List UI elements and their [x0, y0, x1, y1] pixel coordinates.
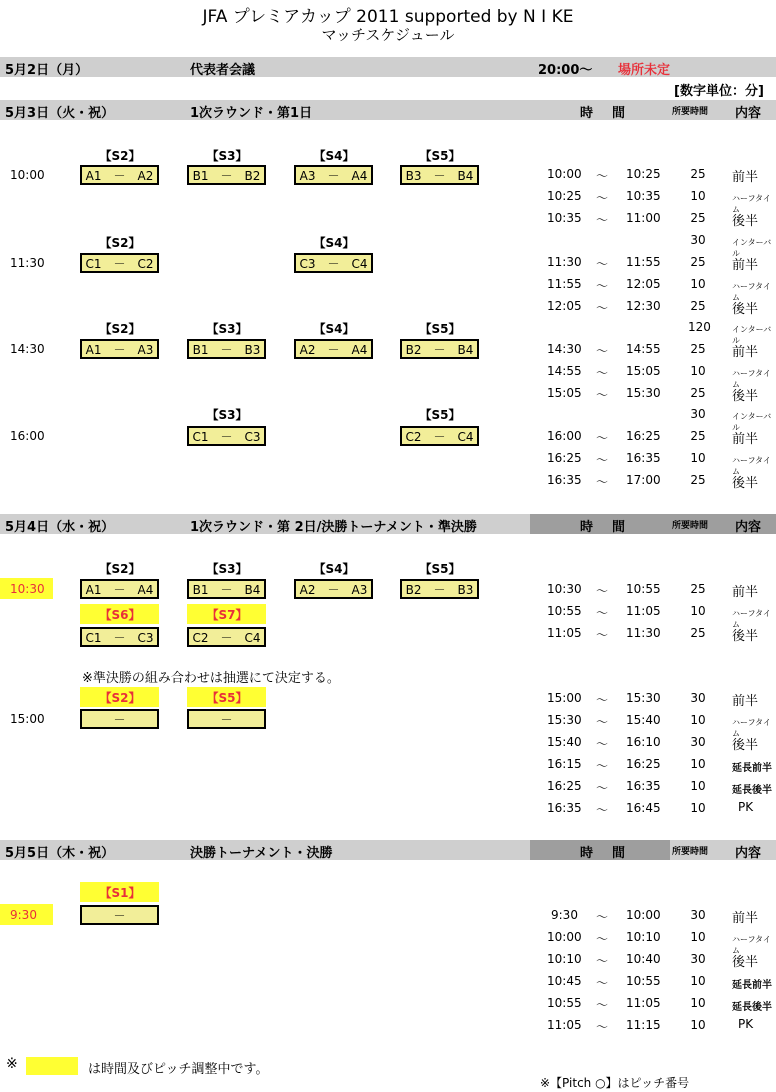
duration: 10: [690, 277, 706, 291]
match-box: A2 － A4: [294, 339, 373, 359]
tilde: ～: [596, 781, 609, 795]
pitch-label: 【S4】: [313, 322, 355, 336]
duration: 10: [690, 364, 706, 378]
duration: 30: [690, 233, 706, 247]
tilde: ～: [596, 932, 609, 946]
start-time: 12:05: [547, 299, 582, 313]
tilde: ～: [596, 693, 609, 707]
content: ハーフタイム: [732, 194, 771, 214]
semifinal-note: ※準決勝の組み合わせは抽選にて決定する。: [82, 671, 340, 686]
slot-time: 10:00: [10, 168, 45, 182]
end-time: 15:40: [626, 713, 661, 727]
content: ハーフタイム: [732, 935, 771, 955]
pitch-label: 【S5】: [419, 408, 461, 422]
match-box: B1 － B3: [187, 339, 266, 359]
tilde: ～: [596, 388, 609, 402]
tilde: ～: [596, 169, 609, 183]
start-time: 14:30: [547, 342, 582, 356]
content: PK: [738, 800, 754, 814]
end-time: 17:00: [626, 473, 661, 487]
col-time-1: 時: [580, 520, 594, 535]
content: インターバル: [732, 325, 772, 345]
tilde: ～: [596, 976, 609, 990]
start-time: 15:40: [547, 735, 582, 749]
content: 延長前半: [732, 763, 772, 774]
slot-time: 10:30: [10, 582, 45, 596]
tilde: ～: [596, 475, 609, 489]
end-time: 16:10: [626, 735, 661, 749]
duration: 25: [690, 626, 706, 640]
end-time: 16:25: [626, 757, 661, 771]
duration: 10: [690, 779, 706, 793]
day1-place: 場所未定: [618, 63, 671, 78]
start-time: 10:45: [547, 974, 582, 988]
tilde: ～: [596, 998, 609, 1012]
end-time: 15:30: [626, 691, 661, 705]
col-content: 内容: [735, 846, 762, 861]
match-box: B1 － B4: [187, 579, 266, 599]
start-time: 10:35: [547, 211, 582, 225]
content: ハーフタイム: [732, 456, 771, 476]
match-box: C2 － C4: [400, 426, 479, 446]
start-time: 10:30: [547, 582, 582, 596]
page-subtitle: マッチスケジュール: [321, 26, 455, 44]
end-time: 10:40: [626, 952, 661, 966]
end-time: 15:05: [626, 364, 661, 378]
match-box: A1 － A2: [80, 165, 159, 185]
end-time: 11:30: [626, 626, 661, 640]
duration: 25: [690, 386, 706, 400]
col-time-2: 間: [612, 520, 626, 535]
match-box: C3 － C4: [294, 253, 373, 273]
duration: 25: [690, 167, 706, 181]
content: 延長後半: [732, 785, 772, 796]
content: 後半: [732, 738, 759, 753]
start-time: 10:55: [547, 604, 582, 618]
start-time: 10:00: [547, 167, 582, 181]
content: 後半: [732, 476, 759, 491]
tilde: ～: [596, 279, 609, 293]
pitch-label: 【S2】: [99, 236, 141, 250]
start-time: 11:55: [547, 277, 582, 291]
col-time-2: 間: [612, 846, 626, 861]
start-time: 10:10: [547, 952, 582, 966]
duration: 10: [690, 996, 706, 1010]
start-time: 11:30: [547, 255, 582, 269]
duration: 10: [690, 713, 706, 727]
duration: 25: [690, 299, 706, 313]
duration: 30: [690, 952, 706, 966]
match-box: B1 － B2: [187, 165, 266, 185]
duration: 25: [690, 429, 706, 443]
tilde: ～: [596, 191, 609, 205]
content: 前半: [732, 585, 759, 600]
day2-date: 5月3日（火・祝）: [5, 106, 115, 121]
pitch-label: 【S3】: [206, 322, 248, 336]
content: PK: [738, 1017, 754, 1031]
tilde: ～: [596, 453, 609, 467]
pitch-label: 【S7】: [206, 608, 248, 622]
day3-date: 5月4日（水・祝）: [5, 520, 115, 535]
match-box: B2 － B4: [400, 339, 479, 359]
end-time: 10:55: [626, 582, 661, 596]
pitch-label: 【S2】: [99, 562, 141, 576]
content: 前半: [732, 170, 759, 185]
start-time: 16:25: [547, 779, 582, 793]
end-time: 10:25: [626, 167, 661, 181]
duration: 10: [690, 189, 706, 203]
content: 前半: [732, 258, 759, 273]
content: 後半: [732, 629, 759, 644]
tilde: ～: [596, 257, 609, 271]
match-box: B2 － B3: [400, 579, 479, 599]
match-box: C1 － C2: [80, 253, 159, 273]
content: 延長後半: [732, 1002, 772, 1013]
pitch-label: 【S2】: [99, 322, 141, 336]
day4-date: 5月5日（木・祝）: [5, 846, 115, 861]
duration: 10: [690, 930, 706, 944]
start-time: 11:05: [547, 1018, 582, 1032]
end-time: 16:35: [626, 779, 661, 793]
duration: 30: [690, 908, 706, 922]
col-time-1: 時: [580, 846, 594, 861]
start-time: 15:30: [547, 713, 582, 727]
tilde: ～: [596, 737, 609, 751]
col-time-2: 間: [612, 106, 626, 121]
tilde: ～: [596, 366, 609, 380]
start-time: 16:35: [547, 801, 582, 815]
start-time: 10:25: [547, 189, 582, 203]
duration: 30: [690, 691, 706, 705]
day1-date: 5月2日（月）: [5, 63, 89, 78]
content: 後半: [732, 214, 759, 229]
end-time: 10:55: [626, 974, 661, 988]
end-time: 11:05: [626, 604, 661, 618]
tilde: ～: [596, 759, 609, 773]
end-time: 11:15: [626, 1018, 661, 1032]
end-time: 10:00: [626, 908, 661, 922]
content: 後半: [732, 302, 759, 317]
day2-header-band: [0, 100, 776, 120]
pitch-label: 【S3】: [206, 149, 248, 163]
legend-swatch: [26, 1057, 78, 1075]
pitch-label: 【S2】: [99, 691, 141, 705]
tilde: ～: [596, 606, 609, 620]
match-box: C1 － C3: [187, 426, 266, 446]
tilde: ～: [596, 213, 609, 227]
unit-note: [数字単位：分]: [674, 84, 764, 99]
match-box: C2 － C4: [187, 627, 266, 647]
day4-title: 決勝トーナメント・決勝: [190, 846, 333, 861]
content: ハーフタイム: [732, 369, 771, 389]
duration: 120: [688, 320, 711, 334]
day3-title: 1次ラウンド・第 2日/決勝トーナメント・準決勝: [190, 520, 477, 535]
end-time: 11:00: [626, 211, 661, 225]
duration: 25: [690, 211, 706, 225]
pitch-label: 【S1】: [99, 886, 141, 900]
match-box: －: [187, 709, 266, 729]
start-time: 16:00: [547, 429, 582, 443]
content: 延長前半: [732, 980, 772, 991]
duration: 25: [690, 473, 706, 487]
duration: 10: [690, 604, 706, 618]
pitch-label: 【S2】: [99, 149, 141, 163]
tilde: ～: [596, 301, 609, 315]
pitch-label: 【S6】: [99, 608, 141, 622]
content: 前半: [732, 345, 759, 360]
start-time: 15:00: [547, 691, 582, 705]
slot-time: 9:30: [10, 908, 37, 922]
match-box: C1 － C3: [80, 627, 159, 647]
duration: 25: [690, 582, 706, 596]
duration: 10: [690, 1018, 706, 1032]
start-time: 10:00: [547, 930, 582, 944]
pitch-note: ※【Pitch ○】はピッチ番号: [540, 1076, 690, 1090]
content: 後半: [732, 955, 759, 970]
pitch-label: 【S5】: [206, 691, 248, 705]
end-time: 12:05: [626, 277, 661, 291]
duration: 10: [690, 451, 706, 465]
match-box: B3 － B4: [400, 165, 479, 185]
duration: 10: [690, 801, 706, 815]
match-box: －: [80, 709, 159, 729]
duration: 25: [690, 255, 706, 269]
col-content: 内容: [735, 106, 762, 121]
match-box: A2 － A3: [294, 579, 373, 599]
start-time: 16:15: [547, 757, 582, 771]
start-time: 16:25: [547, 451, 582, 465]
pitch-label: 【S3】: [206, 562, 248, 576]
day2-title: 1次ラウンド・第1日: [190, 106, 313, 121]
footer-mark: ※: [6, 1056, 18, 1072]
pitch-label: 【S4】: [313, 236, 355, 250]
content: 前半: [732, 432, 759, 447]
day1-time: 20:00～: [538, 63, 593, 78]
pitch-label: 【S4】: [313, 149, 355, 163]
page-title: JFA プレミアカップ 2011 supported by N I KE: [202, 7, 574, 27]
col-content: 内容: [735, 520, 762, 535]
end-time: 14:55: [626, 342, 661, 356]
duration: 10: [690, 974, 706, 988]
pitch-label: 【S5】: [419, 149, 461, 163]
slot-time: 11:30: [10, 256, 45, 270]
col-time-1: 時: [580, 106, 594, 121]
tilde: ～: [596, 1020, 609, 1034]
day4-header-band-dark: [530, 840, 670, 860]
slot-time: 16:00: [10, 429, 45, 443]
match-box: －: [80, 905, 159, 925]
end-time: 15:30: [626, 386, 661, 400]
duration: 25: [690, 342, 706, 356]
end-time: 10:10: [626, 930, 661, 944]
end-time: 10:35: [626, 189, 661, 203]
tilde: ～: [596, 431, 609, 445]
tilde: ～: [596, 954, 609, 968]
duration: 10: [690, 757, 706, 771]
end-time: 11:55: [626, 255, 661, 269]
tilde: ～: [596, 910, 609, 924]
pitch-label: 【S4】: [313, 562, 355, 576]
start-time: 16:35: [547, 473, 582, 487]
start-time: 15:05: [547, 386, 582, 400]
slot-time: 14:30: [10, 342, 45, 356]
start-time: 9:30: [551, 908, 578, 922]
pitch-label: 【S3】: [206, 408, 248, 422]
start-time: 11:05: [547, 626, 582, 640]
content: ハーフタイム: [732, 609, 771, 629]
tilde: ～: [596, 628, 609, 642]
content: ハーフタイム: [732, 282, 771, 302]
start-time: 14:55: [547, 364, 582, 378]
col-duration: 所要時間: [672, 521, 709, 531]
end-time: 16:25: [626, 429, 661, 443]
start-time: 10:55: [547, 996, 582, 1010]
match-box: A1 － A4: [80, 579, 159, 599]
match-box: A3 － A4: [294, 165, 373, 185]
footer-legend: は時間及びピッチ調整中です。: [88, 1062, 269, 1077]
tilde: ～: [596, 715, 609, 729]
end-time: 11:05: [626, 996, 661, 1010]
end-time: 16:35: [626, 451, 661, 465]
content: 前半: [732, 694, 759, 709]
tilde: ～: [596, 803, 609, 817]
tilde: ～: [596, 344, 609, 358]
content: 後半: [732, 389, 759, 404]
col-duration: 所要時間: [672, 107, 709, 117]
duration: 30: [690, 735, 706, 749]
match-box: A1 － A3: [80, 339, 159, 359]
content: 前半: [732, 911, 759, 926]
tilde: ～: [596, 584, 609, 598]
end-time: 12:30: [626, 299, 661, 313]
duration: 30: [690, 407, 706, 421]
content: インターバル: [732, 238, 772, 258]
day1-title: 代表者会議: [190, 63, 256, 78]
col-duration: 所要時間: [672, 847, 709, 857]
end-time: 16:45: [626, 801, 661, 815]
pitch-label: 【S5】: [419, 562, 461, 576]
content: ハーフタイム: [732, 718, 771, 738]
slot-time: 15:00: [10, 712, 45, 726]
pitch-label: 【S5】: [419, 322, 461, 336]
content: インターバル: [732, 412, 772, 432]
